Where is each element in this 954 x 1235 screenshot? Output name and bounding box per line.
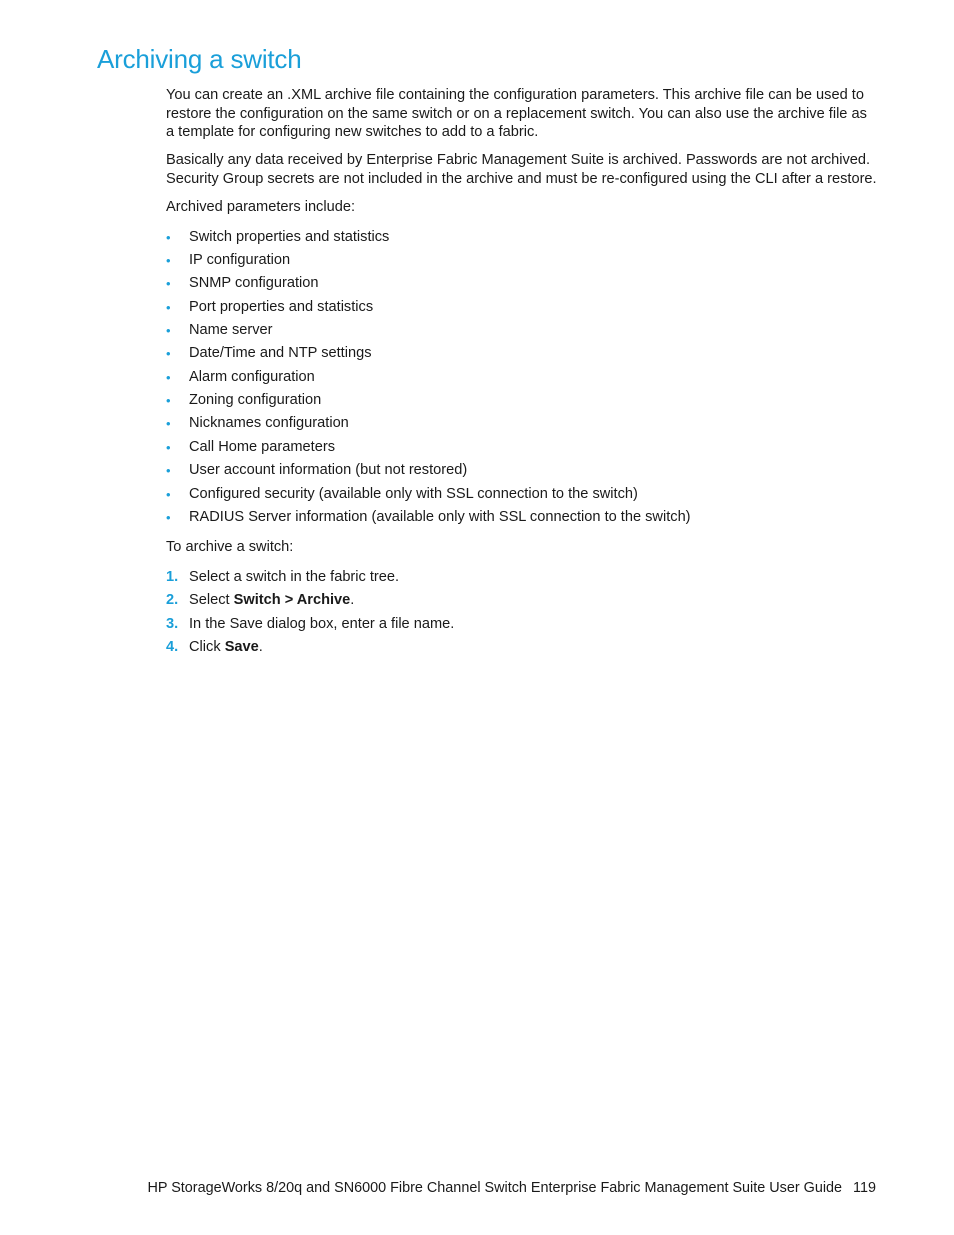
bullet-icon: • [166, 253, 171, 269]
step-item: 4. Click Save. [166, 636, 878, 659]
step-number: 2. [166, 592, 179, 609]
list-item: • Name server [166, 319, 878, 342]
page-title: Archiving a switch [97, 44, 302, 74]
step-item: 1. Select a switch in the fabric tree. [166, 566, 878, 589]
archive-steps-list [166, 566, 878, 659]
step-number: 4. [166, 639, 179, 656]
intro-paragraph: You can create an .XML archive file containing the configuration parameters. This archive file can be used to restore the configuration on the same switch or on a replacement switch. You can also use the archive file as a template for configuring new switches to add to a fabric. [166, 87, 867, 141]
bullet-icon: • [166, 439, 171, 455]
bullet-icon: • [166, 323, 171, 339]
page-number: 119 [853, 1180, 876, 1196]
list-item: • SNMP configuration [166, 272, 878, 295]
list-item: • Port properties and statistics [166, 296, 878, 319]
step-item: 3. In the Save dialog box, enter a file name. [166, 613, 878, 636]
step-item: 2. Select Switch > Archive. [166, 589, 878, 612]
save-command: Save [224, 639, 259, 656]
list-item: • Switch properties and statistics [166, 226, 878, 249]
bullet-icon: • [166, 509, 171, 525]
list-item: • RADIUS Server information (available only with SSL connection to the switch) [166, 506, 878, 529]
list-item: • Date/Time and NTP settings [166, 342, 878, 365]
list-item: • Zoning configuration [166, 389, 878, 412]
bullet-icon: • [166, 416, 171, 432]
bullet-icon: • [166, 393, 171, 409]
steps-intro: To archive a switch: [166, 539, 294, 556]
bullet-icon: • [166, 276, 171, 292]
page-footer [147, 1180, 876, 1196]
step-number: 3. [166, 615, 179, 632]
list-item: • Nicknames configuration [166, 412, 878, 435]
bullet-icon: • [166, 346, 171, 362]
bullet-icon: • [166, 299, 171, 315]
parameters-intro: Archived parameters include: [166, 198, 355, 215]
list-item: • User account information (but not restored) [166, 459, 878, 482]
list-item: • Configured security (available only with SSL connection to the switch) [166, 483, 878, 506]
bullet-icon: • [166, 369, 171, 385]
bullet-icon: • [166, 463, 171, 479]
archive-scope-paragraph: Basically any data received by Enterprise Fabric Management Suite is archived. Passwords are not archived. Security Group secrets are not included in the archive and must be re-configured using the CLI after a restore. [166, 152, 877, 187]
step-number: 1. [166, 569, 179, 586]
list-item: • IP configuration [166, 249, 878, 272]
bullet-icon: • [166, 229, 171, 245]
bullet-icon: • [166, 486, 171, 502]
list-item: • Alarm configuration [166, 366, 878, 389]
body-content [166, 86, 878, 659]
list-item: • Call Home parameters [166, 436, 878, 459]
menu-path: Switch > Archive [233, 592, 351, 609]
archived-parameters-list [166, 226, 878, 529]
footer-doc-title: HP StorageWorks 8/20q and SN6000 Fibre Channel Switch Enterprise Fabric Management Suite User Guide [147, 1180, 843, 1196]
